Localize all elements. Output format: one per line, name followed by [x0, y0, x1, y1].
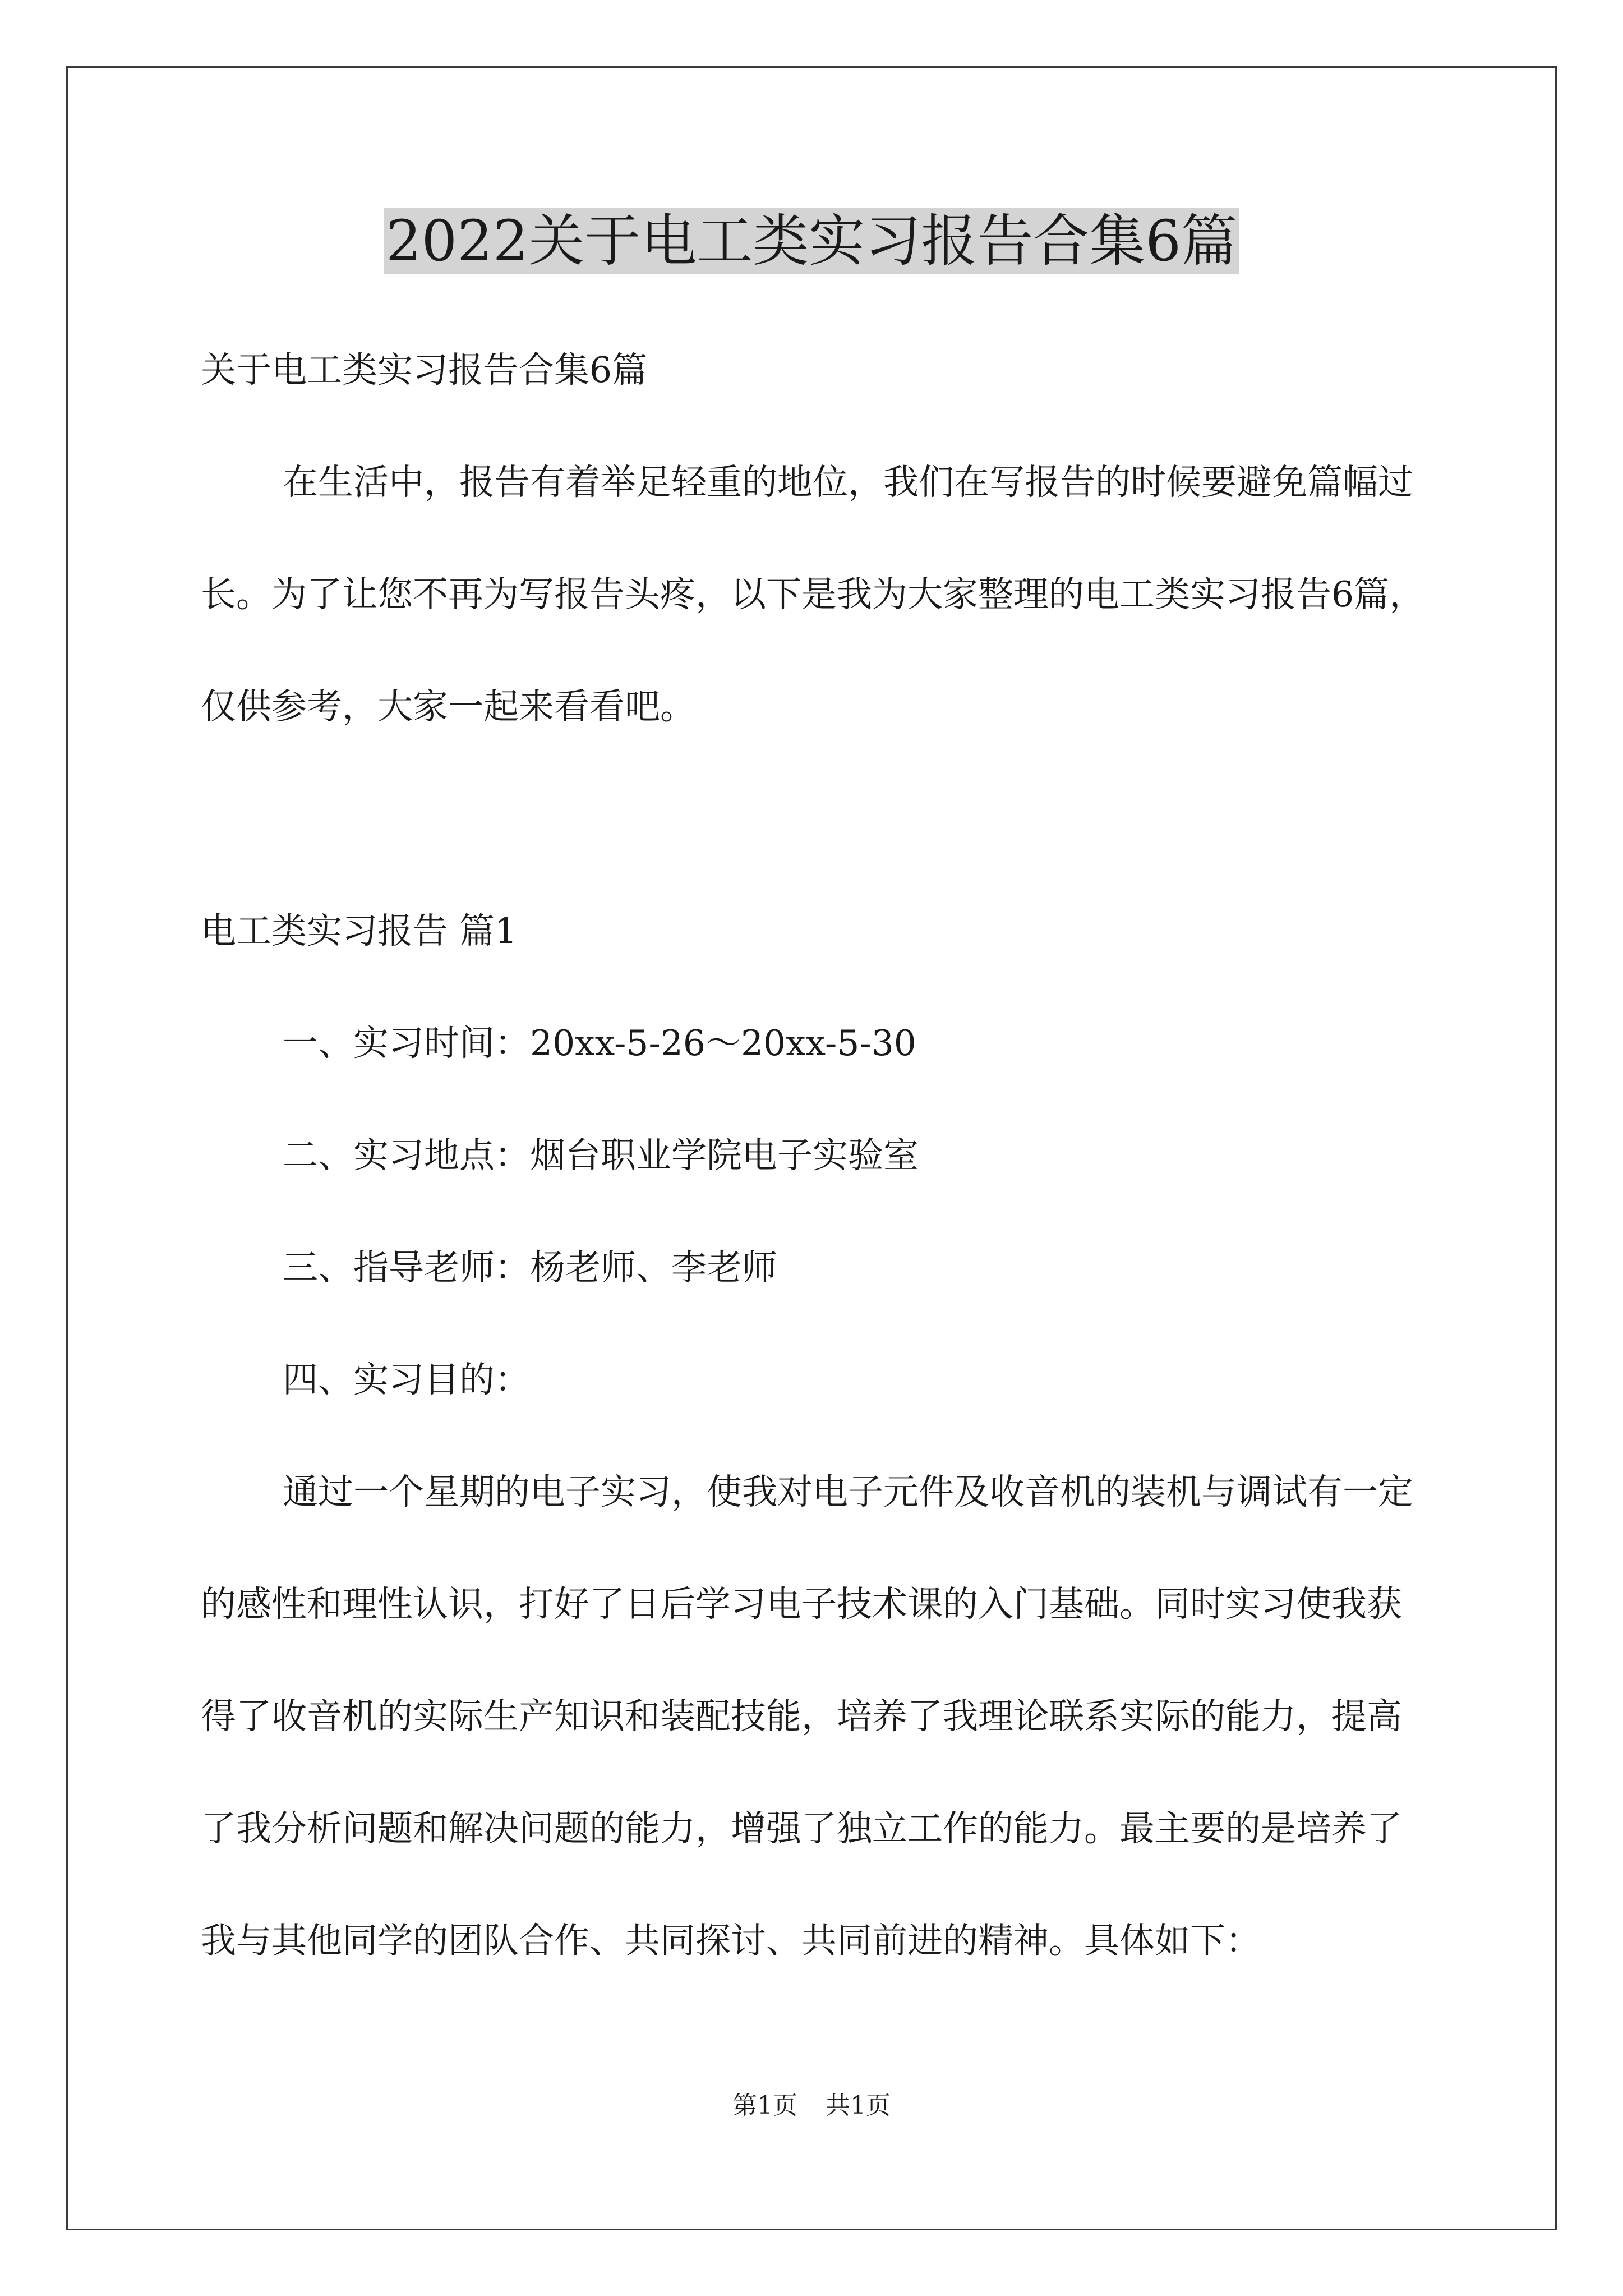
list-item-internship-location: 二、实习地点：烟台职业学院电子实验室: [283, 1135, 919, 1176]
page-footer: [0, 2089, 1623, 2123]
list-item-purpose: 四、实习目的：: [283, 1359, 530, 1400]
document-title: 2022关于电工类实习报告合集6篇: [0, 202, 1623, 280]
document-body: [201, 314, 1435, 1997]
paragraph-gap: [201, 763, 1435, 875]
list-item-internship-time: 一、实习时间：20xx-5-26～20xx-5-30: [283, 1023, 916, 1064]
intro-paragraph: 在生活中，报告有着举足轻重的地位，我们在写报告的时候要避免篇幅过长。为了让您不再为写报告头疼，以下是我为大家整理的电工类实习报告6篇，仅供参考，大家一起来看看吧。: [201, 462, 1425, 727]
document-subtitle: 关于电工类实习报告合集6篇: [201, 349, 648, 390]
section-heading: 电工类实习报告 篇1: [201, 910, 518, 951]
page-number: 第1页: [732, 2091, 797, 2120]
body-paragraph: 通过一个星期的电子实习，使我对电子元件及收音机的装机与调试有一定的感性和理性认识，打好了日后学习电子技术课的入门基础。同时实习使我获得了收音机的实际生产知识和装配技能，培养了我理论联系实际的能力，提高了我分析问题和解决问题的能力，增强了独立工作的能力。最主要的是培养了我与其他同学的团队合作、共同探讨、共同前进的精神。具体如下：: [201, 1471, 1413, 1961]
total-pages: 共1页: [826, 2091, 891, 2120]
list-item-instructors: 三、指导老师：杨老师、李老师: [283, 1247, 777, 1288]
